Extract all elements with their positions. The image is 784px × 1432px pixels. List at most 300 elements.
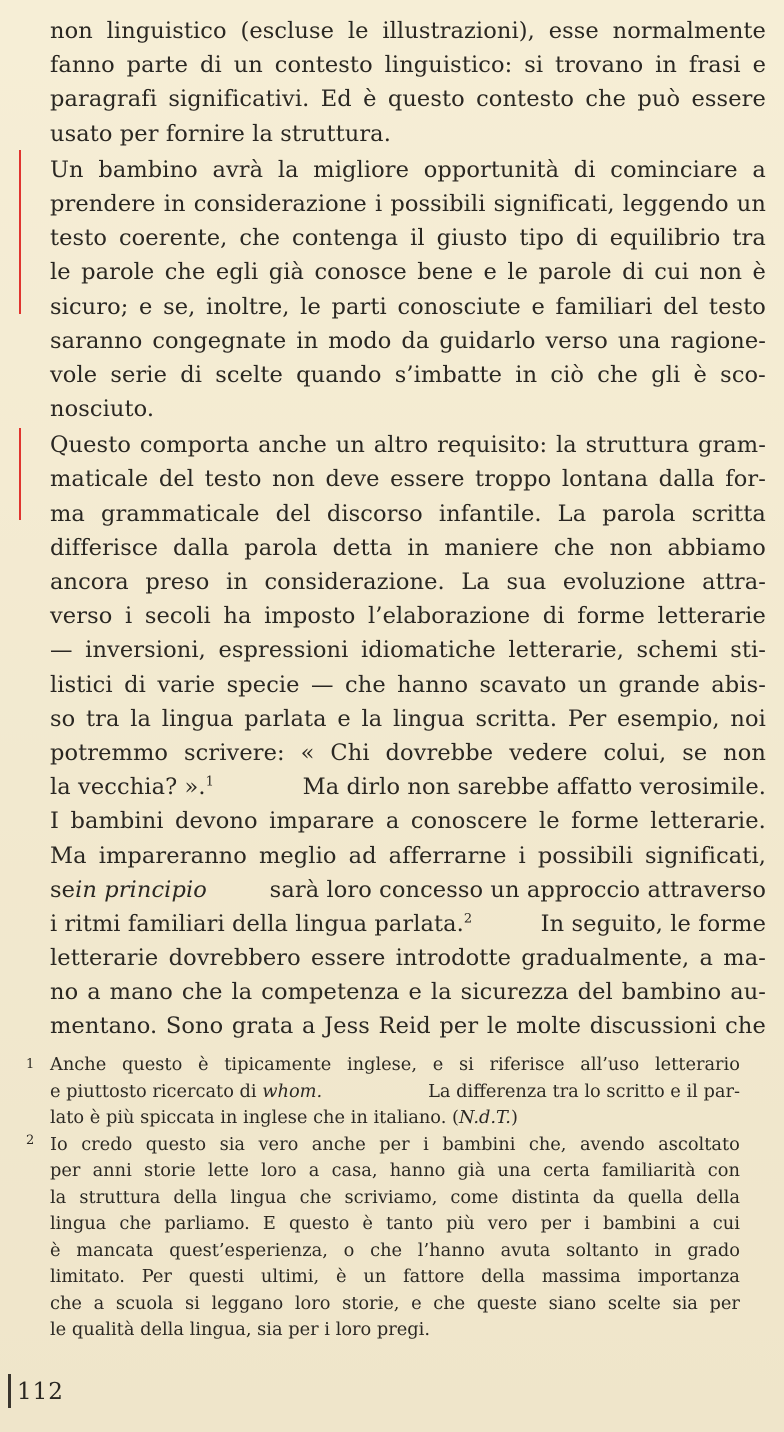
word: se,	[163, 293, 196, 320]
footnote-line	[50, 1238, 740, 1265]
word: è	[335, 1266, 347, 1287]
word: massima	[541, 1266, 621, 1287]
word: preso	[145, 569, 210, 595]
word: da	[401, 327, 430, 354]
word: che	[239, 225, 281, 252]
word: e	[432, 1054, 444, 1075]
word: che	[119, 1213, 152, 1234]
text-line	[50, 907, 766, 941]
word: inversioni,	[85, 637, 206, 664]
word: parola	[244, 534, 318, 561]
footnote-ref-1: 1	[205, 774, 215, 790]
word: scrivere:	[184, 739, 285, 766]
word: dovrebbero	[168, 945, 301, 972]
word: la	[277, 156, 299, 183]
word: listici	[50, 671, 113, 698]
footnote-line	[50, 1317, 740, 1344]
text-line	[50, 873, 766, 907]
word: «	[300, 739, 315, 766]
word: in	[515, 361, 538, 388]
word: Io	[50, 1133, 68, 1155]
word: che	[725, 1013, 766, 1040]
word: la	[430, 979, 452, 1006]
text-line	[50, 221, 766, 255]
word: a	[301, 1013, 316, 1040]
word: esse	[548, 18, 599, 44]
text-fragment: la vecchia? ».	[50, 774, 206, 801]
word: sicurezza	[460, 979, 569, 1006]
word: linguistico:	[384, 52, 513, 79]
word: del	[275, 500, 311, 527]
word: all’uso	[580, 1054, 640, 1075]
word: un	[577, 671, 608, 698]
word: in	[163, 190, 186, 217]
word: soltanto	[566, 1239, 639, 1261]
word: non	[723, 739, 766, 766]
word: —	[311, 671, 334, 698]
word: ciò	[550, 361, 585, 388]
word: i	[374, 190, 383, 217]
word: non	[609, 534, 653, 561]
word: già	[268, 259, 305, 286]
word: in	[226, 569, 248, 595]
word: Chi	[330, 739, 370, 766]
text-line	[50, 804, 766, 838]
text-line-content	[50, 907, 472, 941]
text-line	[50, 770, 766, 804]
italic-phrase: in principio	[75, 876, 207, 903]
word: discussioni	[589, 1013, 717, 1040]
word: a	[699, 945, 714, 972]
word: abbiamo	[667, 534, 766, 561]
margin-marker-1	[19, 150, 21, 314]
word: credo	[81, 1133, 133, 1155]
word: sia	[672, 1292, 698, 1314]
word: i	[584, 1213, 590, 1234]
word: gram-	[697, 432, 766, 459]
word: hanno	[397, 671, 469, 698]
word: equilibrio	[609, 225, 721, 252]
word: parlata	[244, 705, 327, 732]
word: infantile.	[438, 500, 542, 527]
word: conosce	[314, 259, 407, 286]
word: a	[385, 808, 400, 835]
word: normalmente	[612, 18, 766, 44]
word: abis-	[711, 671, 766, 698]
word: saranno	[50, 327, 143, 354]
word: anche	[258, 432, 327, 459]
word: di	[622, 259, 644, 286]
word: ancora	[50, 569, 129, 595]
word: bambini	[602, 1213, 676, 1234]
word: cominciare	[610, 156, 738, 183]
word: tra	[86, 705, 120, 732]
word: dalla	[658, 466, 715, 493]
text-line	[50, 941, 766, 975]
word: fanno	[50, 52, 115, 79]
word: Anche	[50, 1054, 107, 1075]
word: in	[407, 534, 430, 561]
word: E	[262, 1213, 276, 1234]
word: è	[693, 361, 707, 388]
word: a	[752, 156, 766, 183]
word: a	[87, 979, 101, 1006]
word: avendo	[579, 1133, 645, 1155]
word: letterarie	[657, 603, 766, 630]
word: di	[575, 225, 598, 252]
word: a	[689, 1213, 700, 1234]
word: queste	[476, 1292, 537, 1314]
word: lontana	[561, 466, 649, 493]
word: una	[497, 1160, 531, 1181]
word: come	[450, 1186, 499, 1208]
word: anche	[311, 1133, 366, 1155]
word: vero	[487, 1213, 528, 1234]
text-line	[50, 565, 766, 599]
word: Reid	[378, 1013, 431, 1040]
word: schemi	[636, 637, 718, 664]
text-line-content	[50, 770, 214, 804]
word: comporta	[139, 432, 250, 459]
word: gradualmente,	[521, 945, 690, 972]
word: siano	[548, 1292, 597, 1314]
footnote-line	[50, 1052, 740, 1079]
word: discorso	[326, 500, 423, 527]
word: attra-	[702, 569, 766, 595]
word: la	[50, 1186, 67, 1208]
word: già	[457, 1160, 486, 1181]
text-line	[50, 839, 766, 873]
word: questo	[288, 1213, 350, 1234]
footnote-line-content: La differenza tra lo scritto e il par-	[428, 1080, 740, 1102]
word: che,	[528, 1133, 567, 1155]
word: parti	[331, 293, 387, 320]
word: un	[335, 432, 365, 459]
word: i	[518, 842, 526, 869]
word: verso	[545, 327, 608, 354]
word: congegnate	[152, 327, 287, 354]
word: del	[158, 466, 195, 493]
word: si	[458, 1054, 474, 1075]
word: testo	[204, 466, 262, 493]
word: tipicamente	[224, 1054, 332, 1075]
word: questo	[121, 1054, 183, 1075]
word: struttura	[585, 432, 690, 459]
word: (escluse	[240, 18, 335, 44]
word: la	[130, 705, 152, 732]
word: avrà	[212, 156, 264, 183]
word: no	[50, 979, 79, 1006]
word: letterario	[654, 1054, 740, 1075]
word: lingua	[50, 1213, 107, 1234]
word: molte	[516, 1013, 582, 1040]
word: mentano.	[50, 1013, 158, 1040]
word: è	[363, 86, 377, 113]
word: vole	[50, 361, 98, 388]
word: lingua	[393, 705, 465, 732]
word: parola	[602, 500, 676, 527]
word: noi	[730, 705, 766, 732]
text-line	[50, 117, 766, 151]
word: storie,	[342, 1292, 400, 1314]
word: Ma	[50, 842, 87, 869]
footnote-line	[50, 1211, 740, 1238]
word: idiomatiche	[360, 637, 496, 664]
word: conoscere	[410, 808, 528, 835]
word: familiarità	[601, 1160, 696, 1181]
word: devono	[175, 808, 258, 835]
word: avuta	[500, 1239, 551, 1261]
word: au-	[730, 979, 766, 1006]
footnote-line	[50, 1158, 740, 1185]
word: l’hanno	[417, 1239, 485, 1261]
word: sco-	[720, 361, 766, 388]
word: migliore	[313, 156, 410, 183]
word: per	[540, 1213, 572, 1234]
word: Sono	[165, 1013, 224, 1040]
footnote-line	[50, 1132, 740, 1159]
word: storie	[143, 1160, 196, 1181]
word: e	[483, 259, 497, 286]
word: non	[272, 466, 315, 493]
footnote-line	[50, 1079, 740, 1106]
text-line-content: nosciuto.	[50, 396, 155, 423]
word: Per	[567, 705, 607, 732]
word: detta	[332, 534, 393, 561]
word: ha	[223, 603, 252, 630]
text-line	[50, 1009, 766, 1043]
word: bambino	[98, 156, 198, 183]
word: introdotte	[395, 945, 512, 972]
word: vero	[258, 1133, 299, 1155]
word: le	[300, 293, 321, 320]
text-line	[50, 975, 766, 1009]
word: le	[486, 1013, 508, 1040]
word: le	[538, 808, 560, 835]
word: distinta	[511, 1186, 580, 1208]
text-line	[50, 599, 766, 633]
word: i	[423, 1133, 429, 1155]
word: per	[709, 1292, 740, 1314]
word: parte	[126, 52, 189, 79]
word: le	[347, 18, 369, 44]
word: gli	[651, 361, 681, 388]
word: scavato	[479, 671, 567, 698]
word: conosciute	[397, 293, 521, 320]
word: di	[180, 361, 203, 388]
word: La	[461, 569, 490, 595]
word: scritta	[691, 500, 766, 527]
word: la	[231, 979, 253, 1006]
word: imparare	[269, 808, 375, 835]
word: non	[50, 18, 93, 44]
word: che	[181, 979, 223, 1006]
word: I	[50, 808, 59, 835]
text-line	[50, 358, 766, 392]
word: che	[585, 86, 627, 113]
word: riferisce	[489, 1054, 565, 1075]
word: una	[617, 327, 661, 354]
word: fattore	[403, 1266, 465, 1287]
word: paragrafi	[50, 86, 157, 113]
word: e	[408, 979, 422, 1006]
word: Questo	[50, 432, 131, 459]
word: struttura	[79, 1186, 161, 1208]
word: testo	[50, 225, 107, 252]
word: verso	[50, 603, 113, 630]
word: letterarie.	[650, 808, 766, 835]
word: vedere	[509, 739, 588, 766]
word: contesto	[274, 52, 373, 79]
word: familiari	[555, 293, 653, 320]
word: considerazione	[193, 190, 367, 217]
word: sua	[506, 569, 547, 595]
word: per	[50, 1160, 81, 1181]
page-number: 112	[17, 1379, 64, 1405]
word: coerente,	[118, 225, 228, 252]
word: limitato.	[50, 1266, 125, 1287]
word: deve	[325, 466, 380, 493]
word: dovrebbe	[385, 739, 494, 766]
word: imposto	[264, 603, 356, 630]
word: casa,	[331, 1160, 378, 1181]
word: del	[663, 293, 699, 320]
word: significativi.	[168, 86, 310, 113]
text-line	[50, 187, 766, 221]
text-line	[50, 255, 766, 289]
word: importanza	[637, 1266, 740, 1287]
word: leggano	[211, 1292, 284, 1314]
word: ma	[50, 500, 85, 527]
text-line	[50, 428, 766, 462]
text-fragment: lato è più spiccata in inglese che in italiano. (	[50, 1107, 459, 1128]
word: e	[531, 293, 545, 320]
word: sia	[219, 1133, 246, 1155]
word: frasi	[688, 52, 741, 79]
text-line	[50, 668, 766, 702]
word: opportunità	[423, 156, 560, 183]
footnote-line	[50, 1264, 740, 1291]
text-line	[50, 290, 766, 324]
footnote-ref-2: 2	[463, 911, 473, 927]
word: Jess	[324, 1013, 370, 1040]
text-fragment: se	[50, 876, 76, 903]
footnote-2	[26, 1132, 740, 1344]
word: un	[736, 190, 766, 217]
word: questo	[145, 1133, 207, 1155]
text-fragment: e piuttosto ricercato di	[50, 1080, 263, 1102]
word: letterarie,	[508, 637, 624, 664]
word: ma-	[723, 945, 766, 972]
word: i	[124, 603, 133, 630]
word: bambini	[70, 808, 164, 835]
word: della	[481, 1266, 525, 1287]
word: mancata	[76, 1239, 154, 1261]
word: hanno	[389, 1160, 446, 1181]
word: lingua	[161, 705, 234, 732]
word: Ed	[320, 86, 352, 113]
word: a	[308, 1160, 320, 1181]
text-line	[50, 14, 766, 48]
footnote-line	[50, 1185, 740, 1212]
word: testo	[708, 293, 766, 320]
word: da	[592, 1186, 615, 1208]
word: Per	[141, 1266, 172, 1287]
word: le	[507, 259, 529, 286]
word: giusto	[436, 225, 508, 252]
word: parole	[538, 259, 612, 286]
word: di	[542, 603, 565, 630]
word: troppo	[475, 466, 552, 493]
word: è	[50, 1239, 61, 1261]
word: guidarlo	[439, 327, 536, 354]
word: loro	[261, 1160, 297, 1181]
word: ultimi,	[260, 1266, 320, 1287]
word: questo	[387, 86, 465, 113]
word: considerazione.	[264, 569, 445, 595]
text-line-content: usato per fornire la struttura.	[50, 120, 391, 147]
word: che	[433, 1292, 466, 1314]
word: quella	[627, 1186, 684, 1208]
word: varie	[157, 671, 216, 698]
word: o	[343, 1239, 355, 1261]
word: e	[752, 52, 766, 79]
word: secoli	[144, 603, 211, 630]
word: le	[50, 259, 71, 286]
word: forme	[577, 603, 645, 630]
word: modo	[328, 327, 392, 354]
word: —	[50, 637, 73, 664]
word: un	[363, 1266, 387, 1287]
text-line	[50, 392, 766, 426]
word: del	[577, 979, 613, 1006]
word: possibili	[537, 842, 633, 869]
text-line	[50, 633, 766, 667]
word: certa	[543, 1160, 590, 1181]
word: s’imbatte	[394, 361, 503, 388]
word: loro	[294, 1292, 331, 1314]
word: inoltre,	[206, 293, 290, 320]
text-line	[50, 324, 766, 358]
word: parole	[81, 259, 155, 286]
word: se	[682, 739, 708, 766]
binding-edge	[8, 1374, 11, 1408]
text-line	[50, 153, 766, 187]
word: che	[50, 1292, 82, 1314]
word: scriviamo,	[344, 1186, 438, 1208]
italic-phrase: N.d.T.	[458, 1107, 511, 1128]
word: grande	[618, 671, 700, 698]
word: serie	[110, 361, 168, 388]
text-line-content: sarà loro concesso un approccio attraverso	[269, 876, 766, 903]
word: per	[439, 1013, 479, 1040]
text-line	[50, 82, 766, 116]
word: impareranno	[98, 842, 247, 869]
word: requisito:	[437, 432, 548, 459]
word: di	[200, 52, 222, 79]
word: contenga	[292, 225, 399, 252]
word: scelte	[215, 361, 283, 388]
word: cui	[712, 1213, 740, 1234]
word: ad	[348, 842, 377, 869]
word: scuola	[115, 1292, 174, 1314]
text-line-content	[50, 873, 207, 907]
text-line-content: In seguito, le forme	[540, 910, 766, 937]
word: lingua	[230, 1186, 287, 1208]
text-line	[50, 462, 766, 496]
word: per	[379, 1133, 410, 1155]
word: questi	[188, 1266, 245, 1287]
